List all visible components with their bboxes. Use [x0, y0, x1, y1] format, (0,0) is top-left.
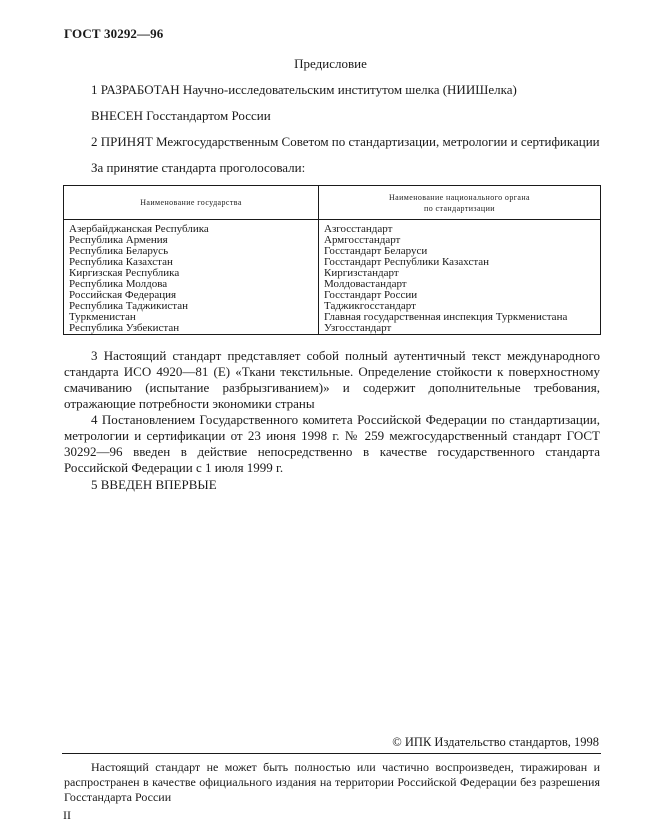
table-cell-body: Госстандарт России	[324, 289, 418, 301]
footer-divider	[62, 753, 601, 754]
table-cell-state: Республика Армения	[69, 234, 168, 246]
table-cell-state: Киргизская Республика	[69, 267, 180, 279]
paragraph-first-introduced: 5 ВВЕДЕН ВПЕРВЫЕ	[91, 477, 217, 492]
table-header-body	[319, 186, 601, 220]
table-header-state	[64, 186, 319, 220]
paragraph-voted-for: За принятие стандарта проголосовали:	[91, 160, 306, 175]
header-label-body-line1: Наименование национального органа	[388, 192, 530, 202]
table-header-row	[64, 186, 601, 220]
paragraph-introduced-by: ВНЕСЕН Госстандартом России	[91, 108, 271, 123]
paragraph-authentic-text: 3 Настоящий стандарт представляет собой полный аутентичный текст международного стандарта ИСО 4920—81 (Е) «Ткани текстильные. Определение стойкости к поверхностному смачиванию (испытание разбрызгиванием)» и содержит дополнительные требования, отражающие потребности экономики страны	[64, 348, 600, 411]
page-title: Предисловие	[294, 56, 367, 71]
table-cell-state: Республика Узбекистан	[69, 322, 180, 334]
table-cell-state: Республика Таджикистан	[69, 300, 188, 312]
table-cell-body: Госстандарт Беларуси	[324, 245, 428, 257]
bodies-column	[319, 220, 601, 335]
table-cell-state: Республика Молдова	[69, 278, 168, 290]
table-cell-body: Азгосстандарт	[324, 223, 393, 235]
states-column	[64, 220, 319, 335]
paragraph-developed-by: 1 РАЗРАБОТАН Научно-исследовательским институтом шелка (НИИШелка)	[91, 82, 517, 97]
header-label-body-line2: по стандартизации	[424, 203, 495, 213]
copyright-notice: © ИПК Издательство стандартов, 1998	[392, 735, 599, 749]
table-cell-body: Молдовастандарт	[324, 278, 407, 290]
table-cell-body: Киргизстандарт	[324, 267, 399, 279]
table-cell-state: Российская Федерация	[69, 289, 177, 301]
table-cell-state: Туркменистан	[69, 311, 136, 323]
page-number: II	[63, 808, 71, 822]
document-code: ГОСТ 30292—96	[64, 26, 164, 41]
table-cell-state: Республика Казахстан	[69, 256, 173, 268]
paragraph-adopted-by: 2 ПРИНЯТ Межгосударственным Советом по стандартизации, метрологии и сертификации	[91, 134, 600, 149]
table-cell-body: Главная государственная инспекция Туркменистана	[324, 311, 568, 323]
voting-table	[63, 185, 601, 335]
paragraph-resolution: 4 Постановлением Государственного комитета Российской Федерации по стандартизации, метрологии и сертификации от 23 июня 1998 г. № 259 межгосударственный стандарт ГОСТ 30292—96 введен в действие непосредственно в качестве государственного стандарта Российской Федерации с 1 июля 1999 г.	[64, 412, 600, 475]
table-cell-body: Госстандарт Республики Казахстан	[324, 256, 490, 268]
table-cell-state: Азербайджанская Республика	[69, 223, 209, 235]
reproduction-notice: Настоящий стандарт не может быть полностью или частично воспроизведен, тиражирован и распространен в качестве официального издания на территории Российской Федерации без разрешения Госстандарта России	[64, 760, 600, 804]
header-label-state: Наименование государства	[140, 198, 242, 207]
table-row	[64, 220, 601, 335]
table-cell-state: Республика Беларусь	[69, 245, 169, 257]
table-cell-body: Узгосстандарт	[324, 322, 392, 334]
table-cell-body: Таджикгосстандарт	[324, 300, 416, 312]
table-cell-body: Армгосстандарт	[324, 234, 401, 246]
